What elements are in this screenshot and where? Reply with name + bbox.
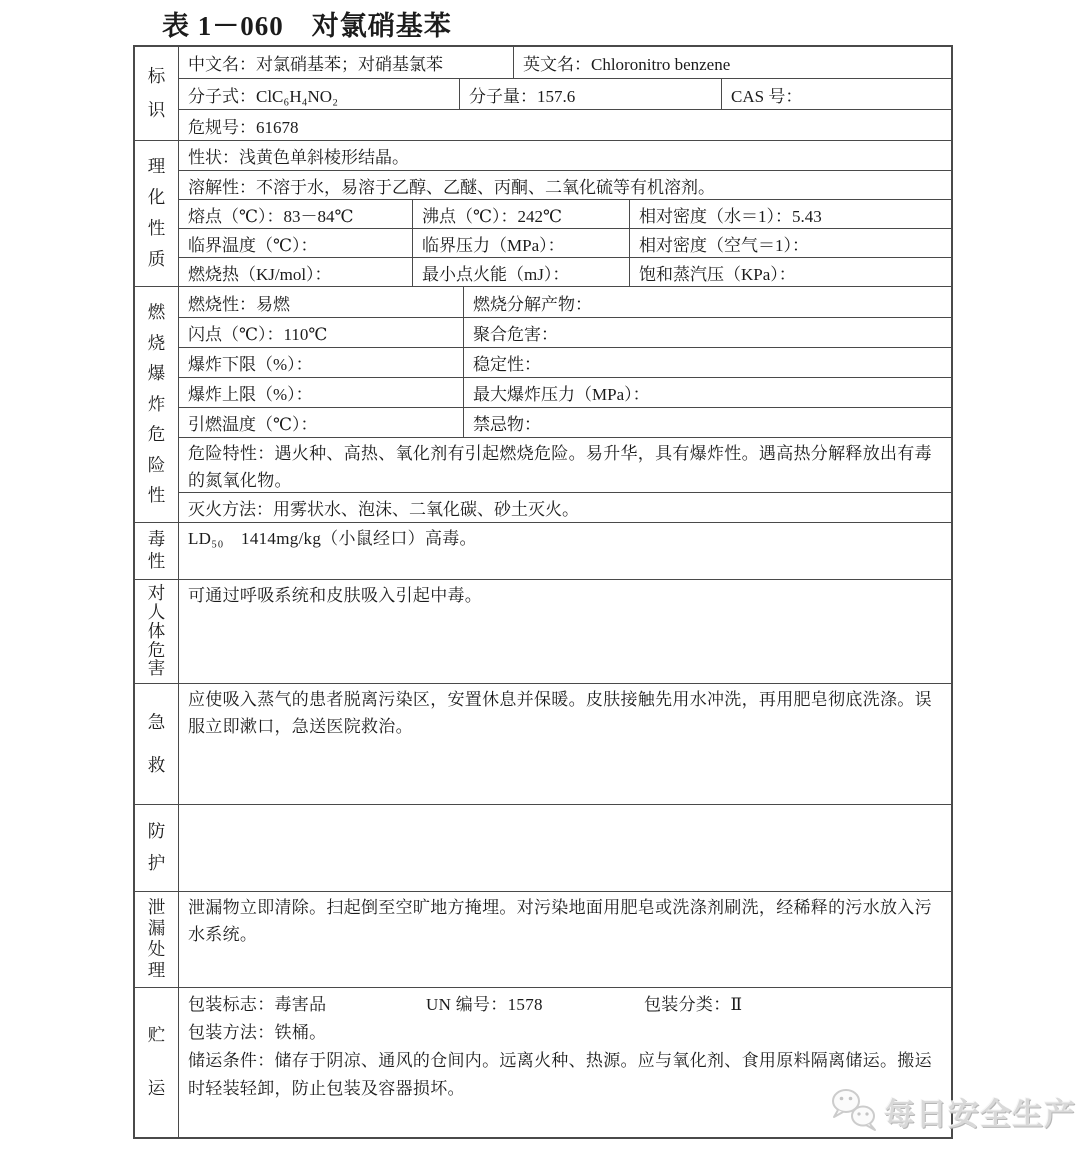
table-row [179,47,951,78]
field-un-number: UN 编号：1578 [426,995,543,1014]
field-explosion-upper-limit: 爆炸上限（%）： [188,385,313,404]
section-label-identification: 标 识 [135,47,179,140]
table-row [179,170,951,199]
watermark [826,1080,1080,1142]
section-label-fire-explosion: 燃 烧 爆 炸 危 险 性 [135,287,179,522]
field-leak-disposal-text: 泄漏物立即清除。扫起倒至空旷地方掩埋。对污染地面用肥皂或洗涤剂刷洗，经稀释的污水放入污水系统。 [188,898,932,944]
field-combustion-heat: 燃烧热（KJ/mol）： [188,264,332,284]
section-health-hazard [135,579,951,683]
section-content-first-aid [179,684,951,804]
field-health-hazard-text: 可通过呼吸系统和皮肤吸入引起中毒。 [188,586,483,605]
section-toxicity [135,522,951,579]
section-label-toxicity: 毒 性 [135,523,179,579]
table-row [179,684,951,804]
section-content-toxicity [179,523,951,579]
section-label-leak-disposal: 泄 漏 处 理 [135,892,179,987]
field-polymerization-hazard: 聚合危害： [463,318,951,347]
field-fire-fighting-methods: 灭火方法：用雾状水、泡沫、二氧化碳、砂土灭火。 [188,500,579,519]
field-cas-no: CAS 号： [721,79,951,109]
table-row [179,317,951,347]
field-relative-density-water: 相对密度（水＝1）：5.43 [629,200,951,228]
field-first-aid-text: 应使吸入蒸气的患者脱离污染区，安置休息并保暖。皮肤接触先用水冲洗，再用肥皂彻底洗涤。误服立即漱口，急送医院救治。 [188,690,932,736]
field-decomposition-products: 燃烧分解产物： [463,287,951,317]
field-ignition-temperature: 引燃温度（℃）： [188,415,318,434]
table-row [179,580,951,683]
msds-table [133,45,953,1139]
field-min-ignition-energy: 最小点火能（mJ）： [412,258,629,286]
field-english-name: 英文名：Chloronitro benzene [513,47,951,78]
field-critical-temperature: 临界温度（℃）： [188,235,318,255]
table-row [179,523,951,579]
section-first-aid [135,683,951,804]
field-saturated-vapor-pressure: 饱和蒸汽压（KPa）： [629,258,951,286]
section-protection [135,804,951,891]
section-label-storage-transport: 贮 运 [135,988,179,1137]
table-row [179,437,951,492]
table-row [179,407,951,437]
section-leak-disposal [135,891,951,987]
field-packing-method: 包装方法：铁桶。 [188,1023,327,1042]
field-critical-pressure: 临界压力（MPa）： [412,229,629,257]
field-flash-point: 闪点（℃）：110℃ [188,325,328,344]
field-solubility: 溶解性：不溶于水，易溶于乙醇、乙醚、丙酮、二氧化硫等有机溶剂。 [188,177,715,197]
wechat-icon [826,1085,884,1137]
field-flammability: 燃烧性：易燃 [188,294,290,314]
watermark-text: 每日安全生产 [884,1096,1076,1132]
section-label-physical-chemical: 理 化 性 质 [135,141,179,286]
field-explosion-lower-limit: 爆炸下限（%）： [188,355,313,374]
field-storage-conditions: 储运条件：储存于阴凉、通风的仓间内。远离火种、热源。应与氧化剂、食用原料隔离储运。搬运时轻装轻卸，防止包装及容器损坏。 [188,1051,932,1098]
table-row [179,199,951,228]
field-melting-point: 熔点（℃）：83－84℃ [188,206,354,226]
field-chinese-name: 中文名：对氯硝基苯；对硝基氯苯 [188,55,443,74]
packing-info-line [188,991,942,1019]
section-content-fire-explosion [179,287,951,522]
section-identification [135,47,951,140]
field-relative-density-air: 相对密度（空气＝1）： [629,229,951,257]
field-protection-text [179,805,951,891]
field-appearance: 性状：浅黄色单斜棱形结晶。 [188,148,409,167]
field-incompatibilities: 禁忌物： [463,408,951,437]
field-stability: 稳定性： [463,348,951,377]
field-max-explosion-pressure: 最大爆炸压力（MPa）： [463,378,951,407]
section-fire-explosion [135,286,951,522]
table-row [179,78,951,109]
section-physical-chemical [135,140,951,286]
section-content-health-hazard [179,580,951,683]
section-content-leak-disposal [179,892,951,987]
table-row [179,892,951,987]
field-molecular-weight: 分子量：157.6 [459,79,721,109]
section-label-first-aid: 急 救 [135,684,179,804]
table-row [179,805,951,891]
field-ld50: LD₅₀ 1414mg/kg（小鼠经口）高毒。 [188,529,477,548]
section-content-identification [179,47,951,140]
section-content-protection [179,805,951,891]
field-packing-class: 包装分类：Ⅱ [644,995,743,1014]
field-formula: 分子式：ClC₆H₄NO₂ [188,86,339,106]
section-content-physical-chemical [179,141,951,286]
table-row [179,109,951,140]
section-label-health-hazard: 对 人 体 危 害 [135,580,179,683]
section-label-protection: 防 护 [135,805,179,891]
table-row [179,287,951,317]
table-row [179,377,951,407]
table-row [179,228,951,257]
table-row [179,141,951,170]
field-danger-no: 危规号：61678 [188,117,299,137]
table-row [179,347,951,377]
field-boiling-point: 沸点（℃）：242℃ [412,200,629,228]
field-hazard-characteristics: 危险特性：遇火种、高热、氧化剂有引起燃烧危险。易升华，具有爆炸性。遇高热分解释放出有毒的氮氧化物。 [188,444,932,490]
field-packing-mark: 包装标志：毒害品 [188,995,327,1014]
table-row [179,257,951,286]
table-row [179,492,951,522]
page-title: 表 1－060 对氯硝基苯 [162,11,452,41]
